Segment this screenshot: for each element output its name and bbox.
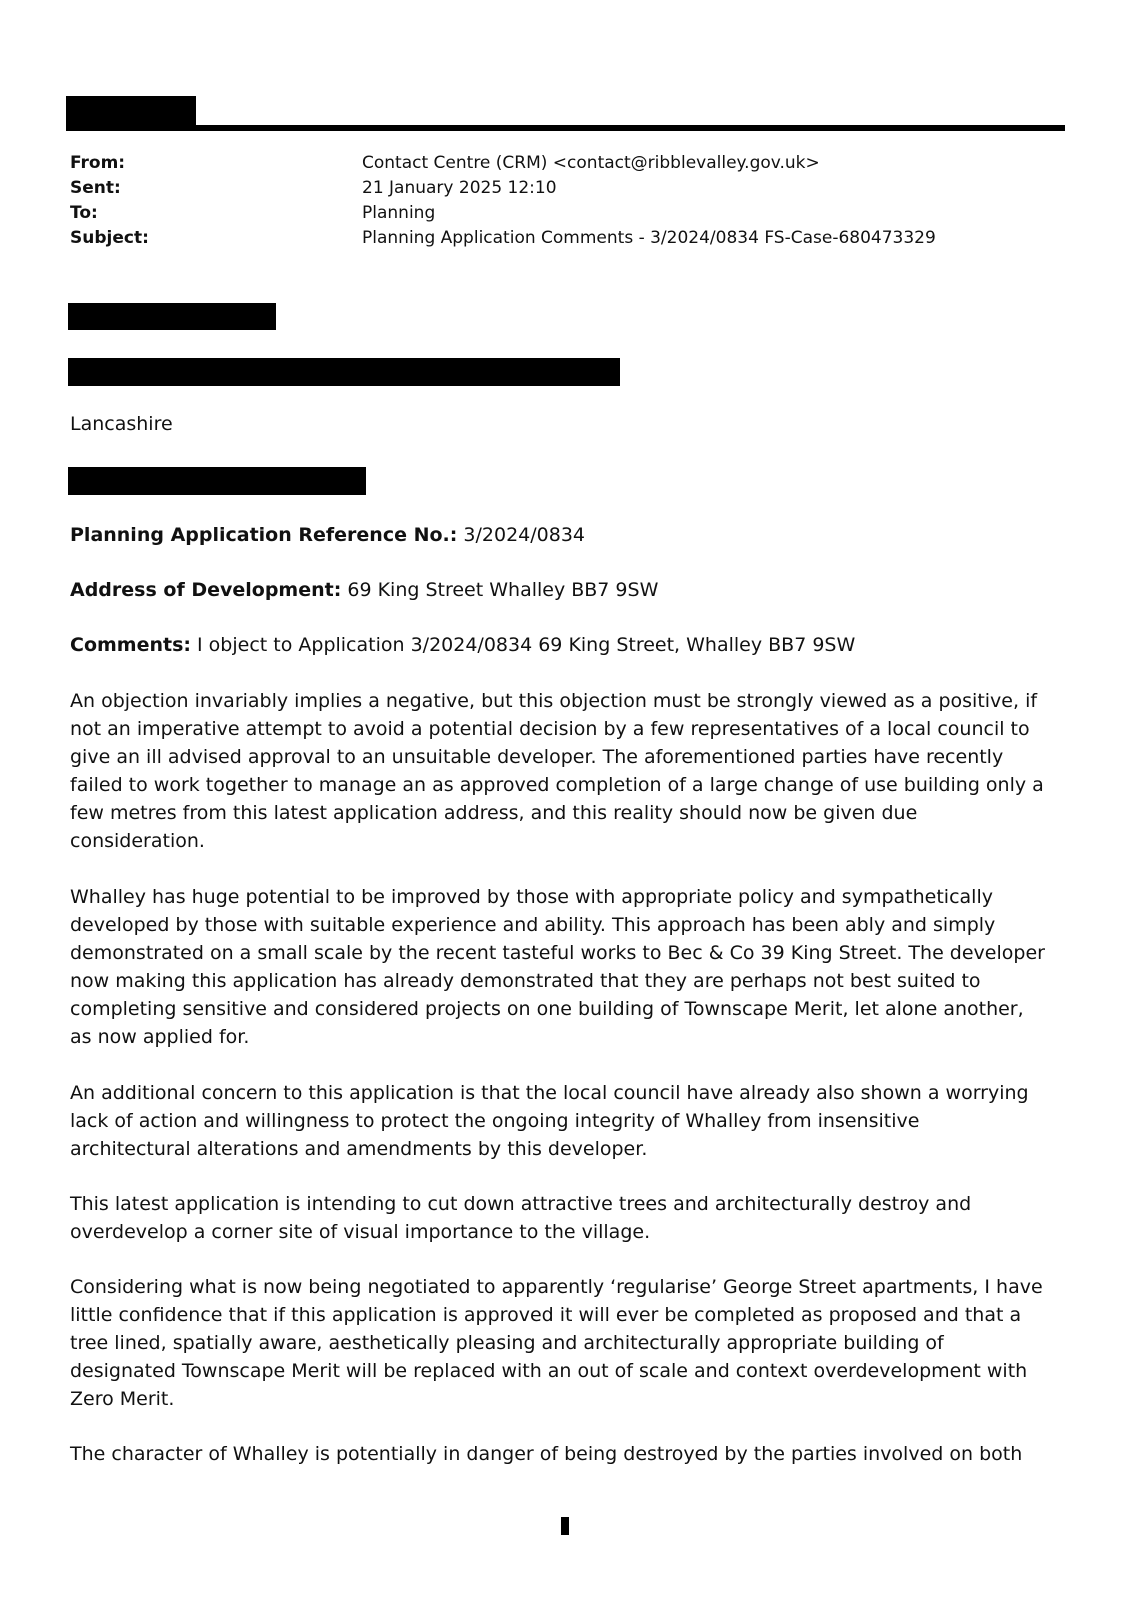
paragraph-1	[70, 687, 1070, 855]
redaction-block-postcode	[68, 467, 366, 495]
reference-value: 3/2024/0834	[457, 524, 585, 546]
paragraph-line: Zero Merit.	[70, 1388, 175, 1410]
to-row	[70, 201, 1070, 226]
paragraph-line: few metres from this latest application address, and this reality should now be given due	[70, 802, 918, 824]
address-label: Address of Development:	[70, 579, 342, 601]
subject-label: Subject:	[70, 228, 149, 248]
comments-field	[70, 631, 1070, 659]
paragraph-line: as now applied for.	[70, 1026, 250, 1048]
paragraph-line: developed by those with suitable experience and ability. This approach has been ably and simply	[70, 914, 996, 936]
paragraph-line: An additional concern to this application is that the local council have already also shown a worrying	[70, 1082, 1029, 1104]
paragraph-line: An objection invariably implies a negative, but this objection must be strongly viewed as a positive, if	[70, 690, 1038, 712]
paragraph-line: lack of action and willingness to protect the ongoing integrity of Whalley from insensitive	[70, 1110, 920, 1132]
paragraph-line: The character of Whalley is potentially in danger of being destroyed by the parties involved on both	[70, 1443, 1023, 1465]
paragraph-line: designated Townscape Merit will be replaced with an out of scale and context overdevelopment with	[70, 1360, 1028, 1382]
to-label: To:	[70, 203, 98, 223]
redaction-block-name	[68, 303, 276, 330]
subject-value: Planning Application Comments - 3/2024/0834 FS-Case-680473329	[362, 228, 936, 248]
email-header	[70, 151, 1070, 251]
redaction-block-header	[66, 96, 196, 126]
redaction-block-page-number	[561, 1517, 569, 1535]
address-field	[70, 576, 1070, 604]
reference-label: Planning Application Reference No.:	[70, 524, 458, 546]
paragraph-line: failed to work together to manage an as approved completion of a large change of use building only a	[70, 774, 1044, 796]
paragraph-line: now making this application has already demonstrated that they are perhaps not best suited to	[70, 970, 981, 992]
paragraph-line: overdevelop a corner site of visual importance to the village.	[70, 1221, 651, 1243]
paragraph-line: Whalley has huge potential to be improved by those with appropriate policy and sympathetically	[70, 886, 993, 908]
subject-row	[70, 226, 1070, 251]
paragraph-line: consideration.	[70, 830, 205, 852]
from-label: From:	[70, 153, 126, 173]
paragraph-line: not an imperative attempt to avoid a potential decision by a few representatives of a local council to	[70, 718, 1030, 740]
paragraph-line: Considering what is now being negotiated to apparently ‘regularise’ George Street apartments, I have	[70, 1276, 1043, 1298]
to-value: Planning	[362, 203, 436, 223]
paragraph-6	[70, 1440, 1070, 1468]
paragraph-line: This latest application is intending to cut down attractive trees and architecturally destroy and	[70, 1193, 972, 1215]
comments-label: Comments:	[70, 634, 191, 656]
paragraph-line: demonstrated on a small scale by the recent tasteful works to Bec & Co 39 King Street. The developer	[70, 942, 1045, 964]
header-rule	[66, 125, 1065, 131]
from-row	[70, 151, 1070, 176]
paragraph-line: completing sensitive and considered projects on one building of Townscape Merit, let alone another,	[70, 998, 1024, 1020]
paragraph-line: architectural alterations and amendments by this developer.	[70, 1138, 648, 1160]
reference-field	[70, 521, 1070, 549]
paragraph-4	[70, 1190, 1070, 1246]
paragraph-line: tree lined, spatially aware, aesthetically pleasing and architecturally appropriate building of	[70, 1332, 944, 1354]
address-value: 69 King Street Whalley BB7 9SW	[341, 579, 659, 601]
from-value: Contact Centre (CRM) <contact@ribblevalley.gov.uk>	[362, 153, 820, 173]
sent-label: Sent:	[70, 178, 121, 198]
paragraph-line: give an ill advised approval to an unsuitable developer. The aforementioned parties have recently	[70, 746, 1004, 768]
paragraph-line: little confidence that if this application is approved it will ever be completed as proposed and that a	[70, 1304, 1022, 1326]
comments-value: I object to Application 3/2024/0834 69 King Street, Whalley BB7 9SW	[191, 634, 856, 656]
paragraph-5	[70, 1273, 1070, 1413]
sent-row	[70, 176, 1070, 201]
paragraph-2	[70, 883, 1070, 1051]
paragraph-3	[70, 1079, 1070, 1163]
sent-value: 21 January 2025 12:10	[362, 178, 557, 198]
address-county: Lancashire	[70, 413, 173, 435]
redaction-block-street	[68, 358, 620, 386]
